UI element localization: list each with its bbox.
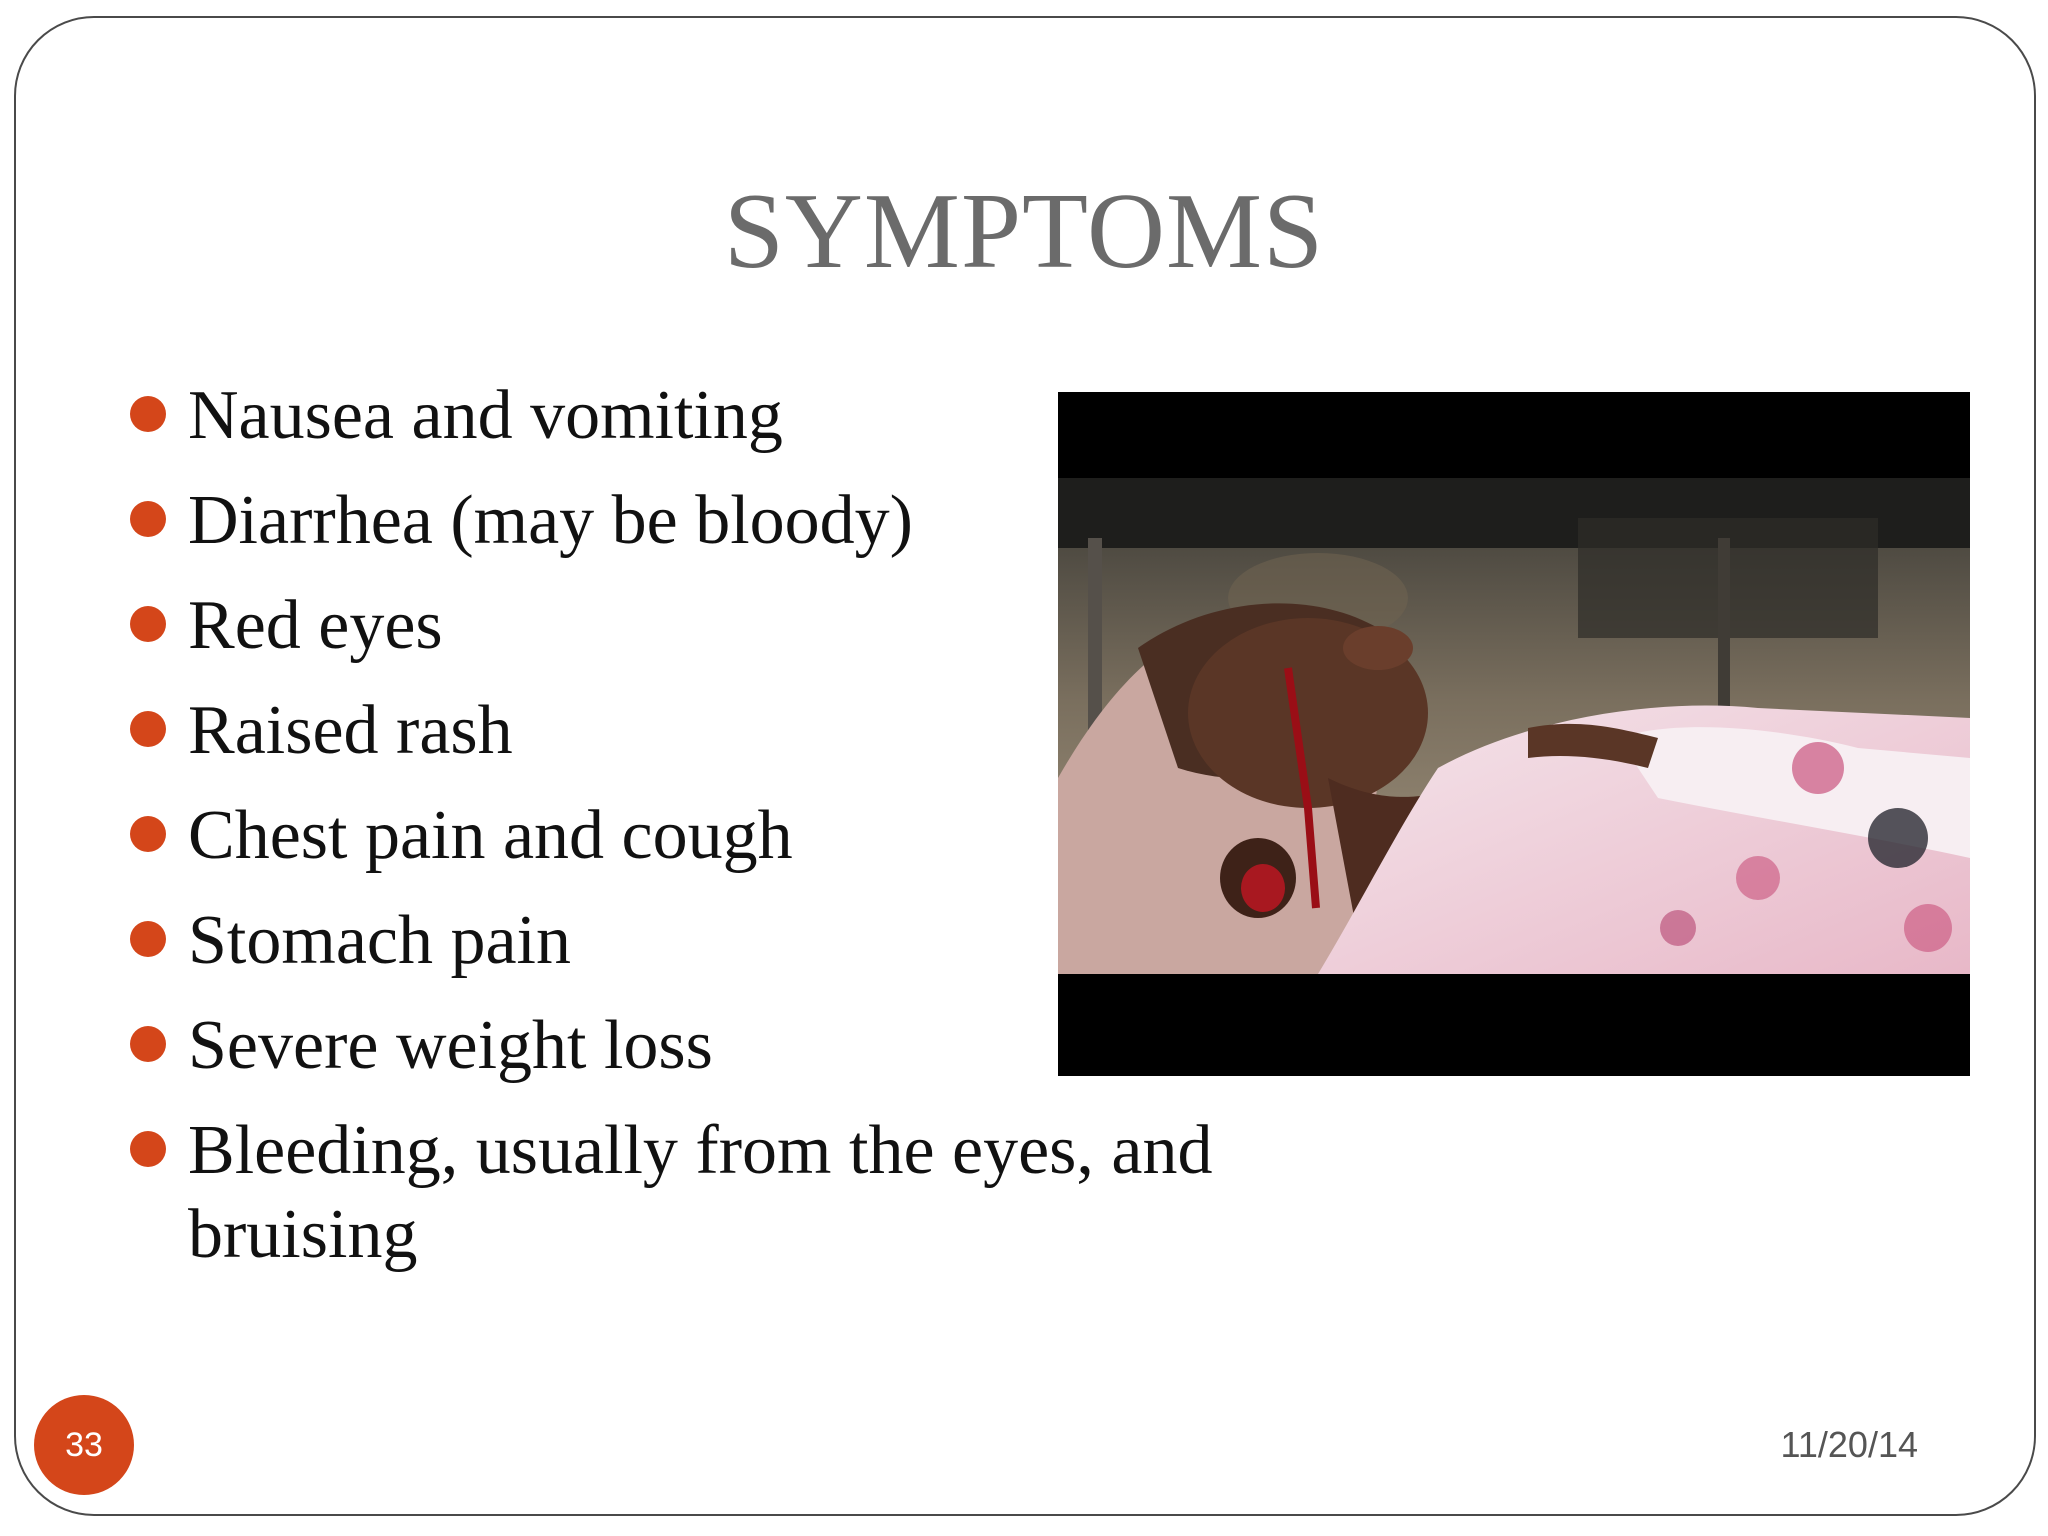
bullet-icon [130,1131,166,1167]
bullet-text: Stomach pain [188,902,571,979]
list-item [126,794,1206,878]
bullet-text: Bleeding, usually from the eyes, and bruising [188,1112,1213,1273]
bullet-text: Red eyes [188,587,443,664]
bullet-text: Nausea and vomiting [188,377,783,454]
list-item [126,1004,1206,1088]
bullet-text: Chest pain and cough [188,797,793,874]
bullet-icon [130,501,166,537]
list-item [126,584,1206,668]
bullet-icon [130,606,166,642]
bullet-text: Raised rash [188,692,513,769]
bullet-text: Diarrhea (may be bloody) [188,482,913,559]
slide-date: 11/20/14 [1780,1424,1918,1465]
bullet-text: Severe weight loss [188,1007,713,1084]
slide-title: SYMPTOMS [723,172,1325,291]
patient-illustration [1058,478,1970,974]
bullet-icon [130,921,166,957]
bullet-icon [130,396,166,432]
page-number-badge: 33 [34,1395,134,1495]
photo-scene [1058,478,1970,974]
bullet-list [126,374,1213,1298]
bullet-icon [130,1026,166,1062]
bullet-icon [130,711,166,747]
list-item [126,899,1206,983]
list-item [126,479,1206,563]
list-item [126,689,1206,773]
bullet-icon [130,816,166,852]
list-item [126,374,1206,458]
symptom-photo [1058,392,1970,1076]
list-item [126,1109,1218,1277]
